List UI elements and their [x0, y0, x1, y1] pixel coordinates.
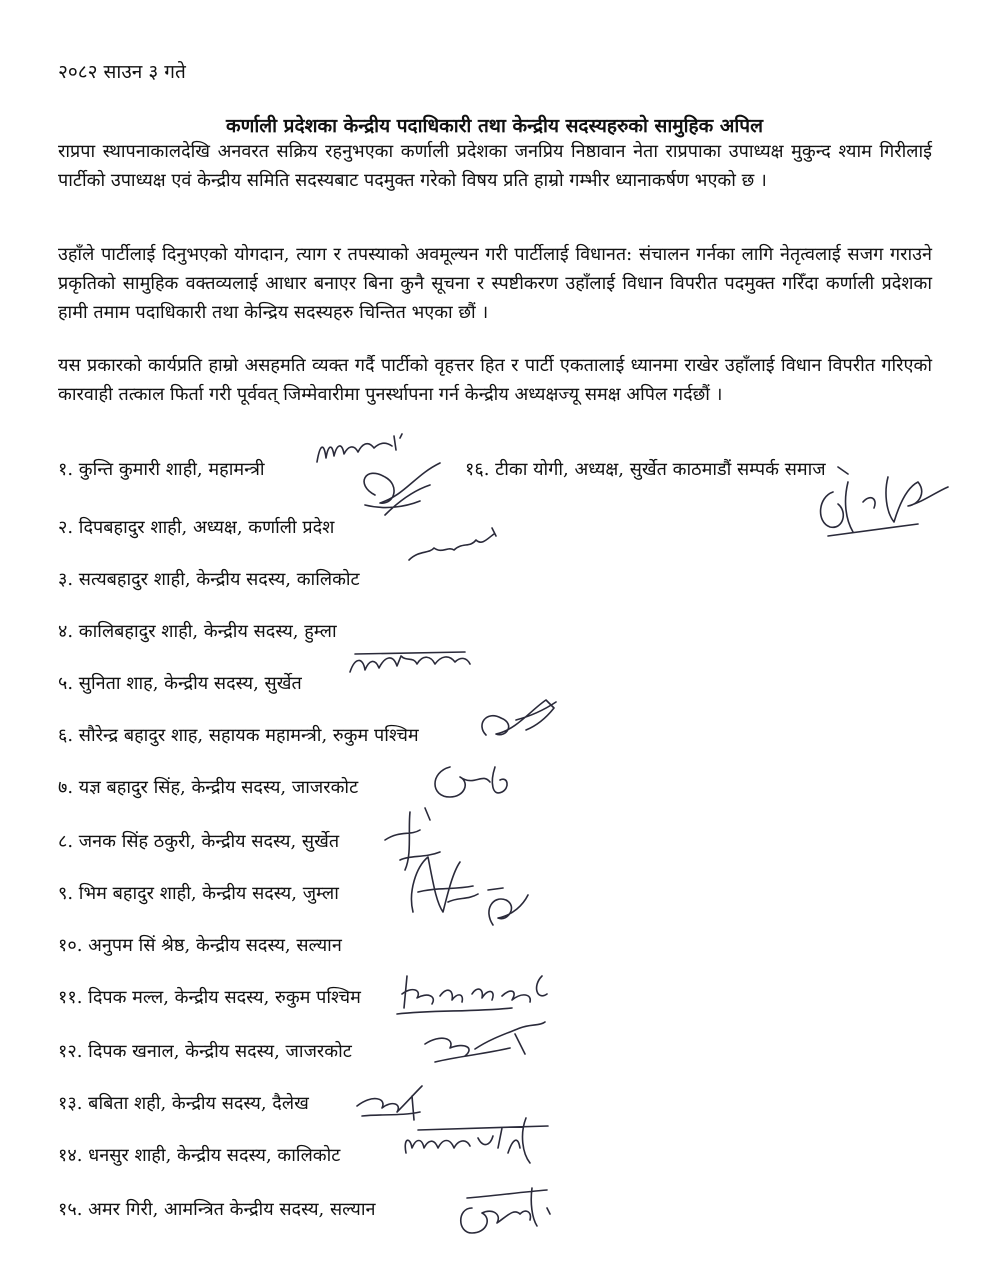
- signatory-8: ८. जनक सिंह ठकुरी, केन्द्रीय सदस्य, सुर्खेत: [58, 831, 340, 852]
- signature-5: [345, 642, 475, 687]
- signatory-10: १०. अनुपम सिं श्रेष्ठ, केन्द्रीय सदस्य, सल्यान: [58, 935, 342, 956]
- signatory-9: ९. भिम बहादुर शाही, केन्द्रीय सदस्य, जुम्ला: [58, 883, 339, 904]
- paragraph-2: उहाँले पार्टीलाई दिनुभएको योगदान, त्याग र तपस्याको अवमूल्यन गरी पार्टीलाई विधानत: संचालन गर्नका लागि नेतृत्वलाई सजग गराउने प्रकृतिको सामुहिक वक्तव्यलाई आधार बनाएर बिना कुनै सूचना र स्पष्टीकरण उहाँलाई विधान विपरीत पदमुक्त गरिँदा कर्णाली प्रदेशका हामी तमाम पदाधिकारी तथा केन्द्रिय सदस्यहरु चिन्तित भएका छौं ।: [58, 244, 932, 323]
- signature-8: [380, 800, 450, 880]
- document-title: कर्णाली प्रदेशका केन्द्रीय पदाधिकारी तथा केन्द्रीय सदस्यहरुको सामुहिक अपिल: [226, 115, 763, 137]
- signature-1: [312, 424, 412, 474]
- signatory-2: २. दिपबहादुर शाही, अध्यक्ष, कर्णाली प्रदेश: [58, 517, 335, 538]
- signature-2: [345, 455, 455, 525]
- signature-11: [392, 966, 562, 1021]
- signature-3: [404, 520, 504, 580]
- signature-13: [352, 1076, 432, 1126]
- signature-15: [452, 1178, 562, 1248]
- signature-6: [476, 690, 566, 750]
- signature-7: [420, 752, 530, 812]
- signature-12: [415, 1014, 555, 1069]
- signatory-14: १४. धनसुर शाही, केन्द्रीय सदस्य, कालिकोट: [58, 1145, 341, 1166]
- signatory-3: ३. सत्यबहादुर शाही, केन्द्रीय सदस्य, कालिकोट: [58, 569, 360, 590]
- signature-16: [808, 462, 958, 542]
- signatory-12: १२. दिपक खनाल, केन्द्रीय सदस्य, जाजरकोट: [58, 1041, 352, 1062]
- signatory-5: ५. सुनिता शाह, केन्द्रीय सदस्य, सुर्खेत: [58, 673, 302, 694]
- paragraph-1: राप्रपा स्थापनाकालदेखि अनवरत सक्रिय रहनुभएका कर्णाली प्रदेशका जनप्रिय निष्ठावान नेता राप्रपाका उपाध्यक्ष मुकुन्द श्याम गिरीलाई पार्टीको उपाध्यक्ष एवं केन्द्रीय समिति सदस्यबाट पदमुक्त गरेको विषय प्रति हाम्रो गम्भीर ध्यानाकर्षण भएको छ ।: [58, 141, 932, 191]
- signatory-16: १६. टीका योगी, अध्यक्ष, सुर्खेत काठमाडौं सम्पर्क समाज: [465, 459, 826, 480]
- signatory-1: १. कुन्ति कुमारी शाही, महामन्त्री: [58, 459, 265, 480]
- signatory-11: ११. दिपक मल्ल, केन्द्रीय सदस्य, रुकुम पश्चिम: [58, 987, 361, 1008]
- signatory-15: १५. अमर गिरी, आमन्त्रित केन्द्रीय सदस्य, सल्यान: [58, 1199, 376, 1220]
- signatory-7: ७. यज्ञ बहादुर सिंह, केन्द्रीय सदस्य, जाजरकोट: [58, 777, 359, 798]
- signatory-6: ६. सौरेन्द्र बहादुर शाह, सहायक महामन्त्री, रुकुम पश्चिम: [58, 725, 419, 746]
- signatory-4: ४. कालिबहादुर शाही, केन्द्रीय सदस्य, हुम्ला: [58, 621, 337, 642]
- document-date: २०८२ साउन ३ गते: [58, 61, 186, 83]
- signature-9: [398, 842, 488, 922]
- paragraph-3: यस प्रकारको कार्यप्रति हाम्रो असहमति व्यक्त गर्दै पार्टीको वृहत्तर हित र पार्टी एकतालाई ध्यानमा राखेर उहाँलाई विधान विपरीत गरिएको कारवाही तत्काल फिर्ता गरी पूर्ववत् जिम्मेवारीमा पुनर्स्थापना गर्न केन्द्रीय अध्यक्षज्यू समक्ष अपिल गर्दछौं ।: [58, 355, 932, 405]
- signature-10: [478, 880, 538, 935]
- signatory-13: १३. बबिता शही, केन्द्रीय सदस्य, दैलेख: [58, 1093, 309, 1114]
- signature-14: [398, 1108, 558, 1173]
